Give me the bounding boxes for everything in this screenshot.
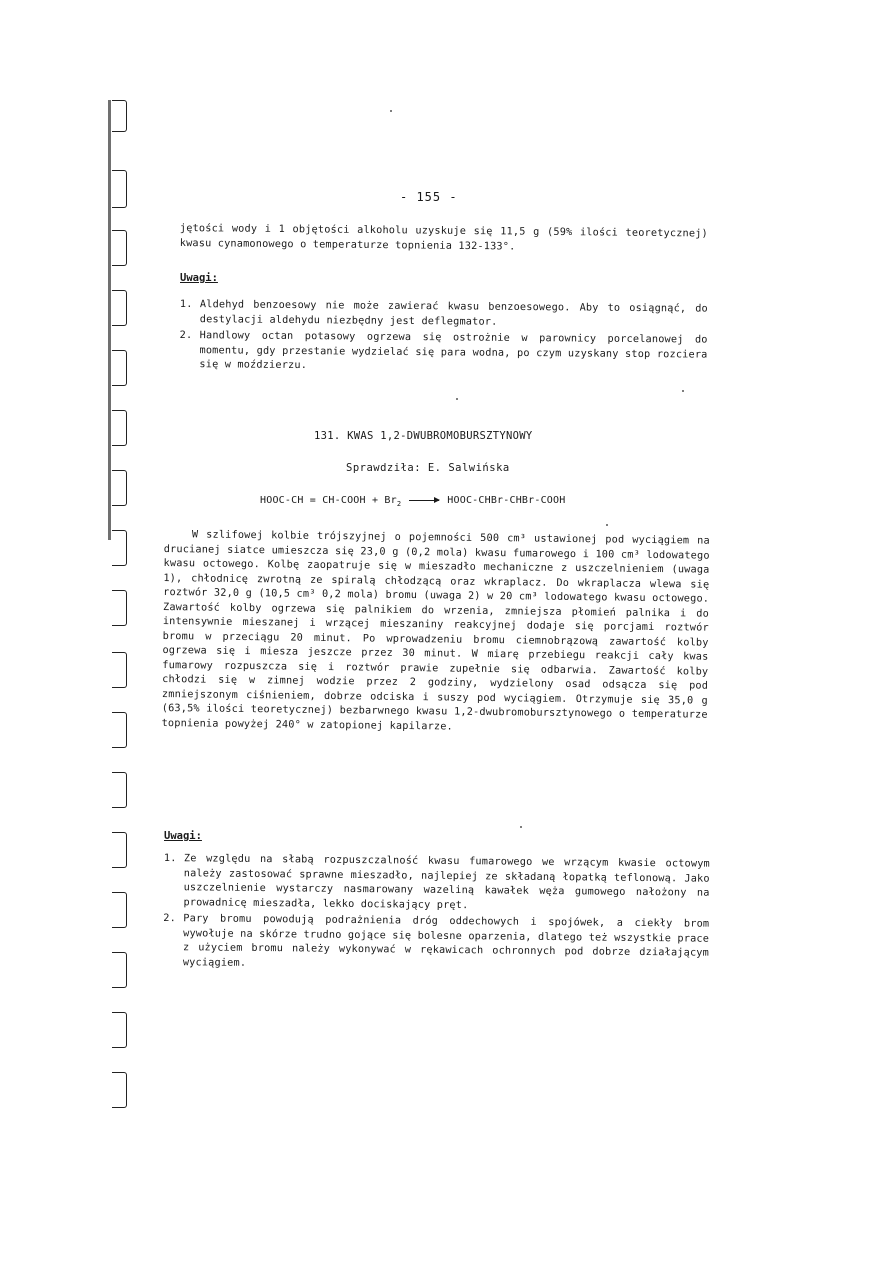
binding-strip	[108, 100, 111, 540]
binder-tab	[112, 590, 127, 626]
note-text: Ze względu na słabą rozpuszczalność kwasu fumarowego we wrzącym kwasie octowym należy zastosować sprawne mieszadło, najlepiej ze składaną łopatką teflonową. Jako uszczelnienie wystarczy nasmarowany wazeliną kawałek węża gumowego nałożony na prowadnicę mieszadła, lekko dociskający pręt.	[183, 853, 710, 911]
notes-list	[179, 298, 708, 379]
binder-tab	[112, 892, 127, 928]
intro-text: jętości wody i 1 objętości alkoholu uzyskuje się 11,5 g (59% ilości teoretycznej) kwasu cynamonowego o temperaturze topnienia 132-133°.	[179, 222, 708, 253]
note-item	[163, 912, 710, 976]
equation-product: HOOC-CHBr-CHBr-COOH	[447, 495, 566, 506]
note-item	[179, 329, 707, 377]
note-text: Handlowy octan potasowy ogrzewa się ostrożnie w parownicy porcelanowej do momentu, gdy przestanie wydzielać się para wodna, po czym uzyskany stop rozciera się w moździerzu.	[199, 330, 708, 372]
binder-tab	[112, 100, 127, 132]
section-author: Sprawdziła: E. Salwińska	[346, 462, 510, 474]
scan-speck	[606, 524, 608, 526]
scan-speck	[390, 110, 392, 112]
binder-tab	[112, 1072, 127, 1108]
binder-tab	[112, 772, 127, 808]
note-number: 1.	[179, 298, 193, 311]
binder-tab	[112, 290, 127, 326]
binder-tab	[112, 1012, 127, 1048]
notes-list	[163, 852, 710, 978]
scan-speck	[682, 390, 684, 392]
note-text: Pary bromu powodują podrażnienia dróg oddechowych i spojówek, a ciekły brom wywołuje na skórze trudno gojące się bolesne oparzenia, dlatego też wszystkie prace z użyciem bromu należy wykonywać w rękawicach ochronnych pod dobrze działającym wyciągiem.	[182, 913, 710, 969]
reaction-arrow-icon	[409, 500, 439, 501]
page-number: - 155 -	[400, 190, 458, 204]
binder-tab	[112, 230, 127, 266]
equation-reactants: HOOC-CH = CH-COOH + $Br_2$	[260, 495, 402, 508]
binder-tab	[112, 712, 127, 748]
binder-tab	[112, 470, 127, 506]
note-number: 1.	[163, 852, 177, 865]
binder-tab	[112, 952, 127, 988]
note-number: 2.	[179, 329, 193, 342]
note-item	[163, 852, 710, 916]
note-number: 2.	[163, 912, 177, 925]
intro-paragraph	[180, 222, 708, 257]
procedure-paragraph	[162, 528, 710, 738]
binder-tabs	[108, 100, 132, 1120]
note-text: Aldehyd benzoesowy nie może zawierać kwasu benzoesowego. Aby to osiągnąć, do destylacji aldehydu niezbędny jest deflegmator.	[199, 299, 708, 328]
note-item	[180, 298, 708, 332]
notes-heading: Uwagi:	[180, 272, 218, 284]
binder-tab	[112, 410, 127, 446]
procedure-text: W szlifowej kolbie trójszyjnej o pojemności 500 cm³ ustawionej pod wyciągiem na drucianej siatce umieszcza się 23,0 g (0,2 mola) kwasu fumarowego i 100 cm³ lodowatego kwasu octowego. Kolbę zaopatruje się w mieszadło mechaniczne z uszczelnieniem (uwaga 1), chłodnicę zwrotną ze spiralą chłodzącą oraz wkraplacz. Do wkraplacza wlewa się roztwór 32,0 g (10,5 cm³ 0,2 mola) bromu (uwaga 2) w 20 cm³ lodowatego kwasu octowego. Zawartość kolby ogrzewa się palnikiem do wrzenia, zmniejsza płomień palnika i do intensywnie mieszanej i wrzącej mieszaniny reakcyjnej dodaje się porcjami roztwór bromu w przeciągu 20 minut. Po wprowadzeniu bromu ciemnobrązową zawartość kolby ogrzewa się i miesza jeszcze przez 30 minut. W miarę przebiegu reakcji cały kwas fumarowy rozpuszcza się i roztwór prawie zupełnie się odbarwia. Zawartość kolby chłodzi się w zimnej wodzie przez 2 godziny, wydzielony osad odsącza się pod zmniejszonym ciśnieniem, dobrze odciska i suszy pod wyciągiem. Otrzymuje się 35,0 g (63,5% ilości teoretycznej) bezbarwnego kwasu 1,2-dwubromobursztynowego o temperaturze topnienia powyżej 240° w zatopionej kapilarze.	[161, 529, 710, 733]
notes-heading: Uwagi:	[164, 830, 202, 842]
binder-tab	[112, 652, 127, 688]
binder-tab	[112, 350, 127, 386]
binder-tab	[112, 832, 127, 868]
scan-speck	[456, 398, 458, 400]
binder-tab	[112, 170, 127, 208]
binder-tab	[112, 530, 127, 566]
reaction-equation	[260, 495, 565, 506]
scan-speck	[520, 826, 522, 828]
section-title: 131. KWAS 1,2-DWUBROMOBURSZTYNOWY	[314, 430, 533, 442]
